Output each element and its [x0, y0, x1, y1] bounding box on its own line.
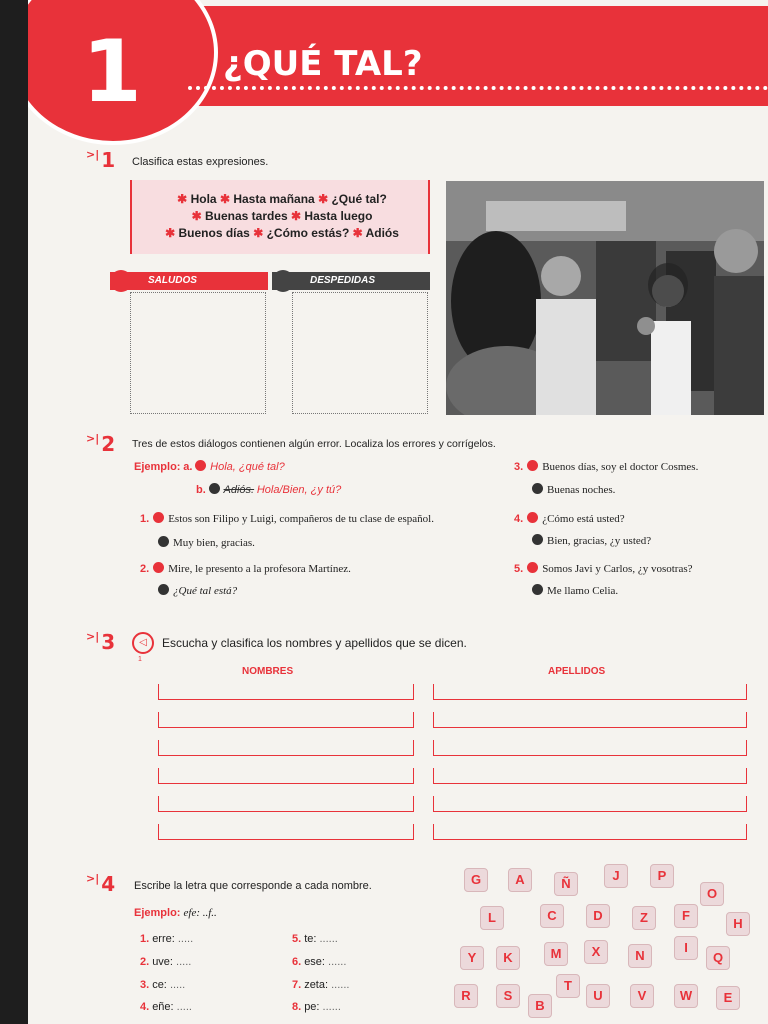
apellido-answer-line[interactable]	[433, 768, 747, 784]
despedidas-answer-box[interactable]	[292, 292, 428, 414]
letter-tile: V	[630, 984, 654, 1008]
nombre-answer-line[interactable]	[158, 684, 414, 700]
ex2-example-b: b. Adiós. Hola/Bien, ¿y tú?	[196, 484, 342, 496]
letter-tile: R	[454, 984, 478, 1008]
apellido-answer-line[interactable]	[433, 824, 747, 840]
letter-tile: L	[480, 906, 504, 930]
expressions-line-2: ✱ Buenas tardes ✱ Hasta luego	[191, 209, 373, 223]
apellido-answer-line[interactable]	[433, 684, 747, 700]
header-dotted-rule	[188, 86, 768, 90]
nombre-answer-line[interactable]	[158, 796, 414, 812]
letter-item-1[interactable]: 1. erre: .....	[140, 933, 194, 945]
expression: Adiós	[365, 226, 399, 240]
dialog-3-b: Buenas noches.	[532, 483, 615, 496]
letter-tile: X	[584, 940, 608, 964]
letter-tile: T	[556, 974, 580, 998]
exercise-4-instruction: Escribe la letra que corresponde a cada nombre.	[134, 880, 372, 892]
letter-tile: A	[508, 868, 532, 892]
letter-tile: E	[716, 986, 740, 1010]
letter-tile: D	[586, 904, 610, 928]
letter-tile: O	[700, 882, 724, 906]
dialog-2-b: ¿Qué tal está?	[158, 584, 237, 597]
exercise-1-number: >| 1	[86, 148, 116, 172]
letter-tile: H	[726, 912, 750, 936]
photo-illustration	[446, 181, 764, 415]
nombre-answer-line[interactable]	[158, 824, 414, 840]
letter-tile: S	[496, 984, 520, 1008]
expression: Buenas tardes	[204, 209, 288, 223]
letter-tile: W	[674, 984, 698, 1008]
letter-tile: Z	[632, 906, 656, 930]
letter-item-7[interactable]: 7. zeta: ......	[292, 979, 350, 991]
expression: Hasta luego	[304, 209, 373, 223]
letter-tile: U	[586, 984, 610, 1008]
apellido-answer-line[interactable]	[433, 740, 747, 756]
exercise-2-number: >| 2	[86, 432, 116, 456]
speaker-b-icon	[209, 483, 220, 494]
audio-track-number: 1	[138, 656, 142, 663]
exercise-3-instruction: Escucha y clasifica los nombres y apellidos que se dicen.	[162, 636, 467, 650]
exercise-4-number: >| 4	[86, 872, 116, 896]
letter-tile: N	[628, 944, 652, 968]
letter-item-6[interactable]: 6. ese: ......	[292, 956, 347, 968]
letter-tile: G	[464, 868, 488, 892]
workbook-page	[28, 0, 768, 1024]
despedidas-marker	[272, 270, 294, 292]
exercise-3-number: >| 3	[86, 630, 116, 654]
letter-tile: Ñ	[554, 872, 578, 896]
dialog-4-a: 4. ¿Cómo está usted?	[514, 513, 625, 525]
letter-item-3[interactable]: 3. ce: .....	[140, 979, 186, 991]
saludos-header: SALUDOS	[110, 272, 268, 290]
expression: ¿Qué tal?	[331, 192, 387, 206]
letter-tile: M	[544, 942, 568, 966]
unit-title: ¿QUÉ TAL?	[223, 44, 423, 84]
nombre-answer-line[interactable]	[158, 740, 414, 756]
despedidas-header: DESPEDIDAS	[272, 272, 430, 290]
dialog-3-a: 3. Buenos días, soy el doctor Cosmes.	[514, 461, 699, 473]
expression: Buenos días	[178, 226, 250, 240]
letter-tile: F	[674, 904, 698, 928]
letter-tile: C	[540, 904, 564, 928]
audio-speaker-icon[interactable]: ◁	[132, 632, 154, 654]
expressions-box	[130, 180, 430, 254]
nombre-answer-line[interactable]	[158, 768, 414, 784]
exercise-1-instruction: Clasifica estas expresiones.	[132, 156, 269, 168]
dialog-5-a: 5. Somos Javi y Carlos, ¿y vosotras?	[514, 563, 693, 575]
people-greeting-photo	[446, 181, 764, 415]
dialog-1-b: Muy bien, gracias.	[158, 536, 255, 549]
letter-item-5[interactable]: 5. te: ......	[292, 933, 338, 945]
letter-tile: P	[650, 864, 674, 888]
expressions-line-3: ✱ Buenos días ✱ ¿Cómo estás? ✱ Adiós	[165, 226, 399, 240]
letter-tile: B	[528, 994, 552, 1018]
letter-tile: J	[604, 864, 628, 888]
unit-number: 1	[82, 22, 142, 122]
letter-item-2[interactable]: 2. uve: .....	[140, 956, 192, 968]
dialog-4-b: Bien, gracias, ¿y usted?	[532, 534, 651, 547]
apellido-answer-line[interactable]	[433, 712, 747, 728]
letter-item-4[interactable]: 4. eñe: .....	[140, 1001, 192, 1013]
dialog-5-b: Me llamo Celia.	[532, 584, 618, 597]
nombres-header: NOMBRES	[242, 666, 294, 677]
ex4-example: Ejemplo: efe: ..f..	[134, 907, 217, 919]
expression: ¿Cómo estás?	[266, 226, 350, 240]
apellido-answer-line[interactable]	[433, 796, 747, 812]
letter-tile: K	[496, 946, 520, 970]
exercise-2-instruction: Tres de estos diálogos contienen algún error. Localiza los errores y corrígelos.	[132, 438, 496, 450]
apellidos-header: APELLIDOS	[548, 666, 606, 677]
dialog-1-a: 1. Estos son Filipo y Luigi, compañeros de tu clase de español.	[140, 513, 434, 525]
expressions-line-1: ✱ Hola ✱ Hasta mañana ✱ ¿Qué tal?	[177, 192, 387, 206]
ex2-example-a: Ejemplo: a. Hola, ¿qué tal?	[134, 461, 285, 473]
nombre-answer-line[interactable]	[158, 712, 414, 728]
letter-item-8[interactable]: 8. pe: ......	[292, 1001, 341, 1013]
expression: Hasta mañana	[233, 192, 315, 206]
expression: Hola	[190, 192, 217, 206]
letter-tile: Q	[706, 946, 730, 970]
dialog-2-a: 2. Mire, le presento a la profesora Martínez.	[140, 563, 351, 575]
saludos-marker	[110, 270, 132, 292]
saludos-answer-box[interactable]	[130, 292, 266, 414]
letter-tile: Y	[460, 946, 484, 970]
speaker-a-icon	[195, 460, 206, 471]
letter-tile: I	[674, 936, 698, 960]
